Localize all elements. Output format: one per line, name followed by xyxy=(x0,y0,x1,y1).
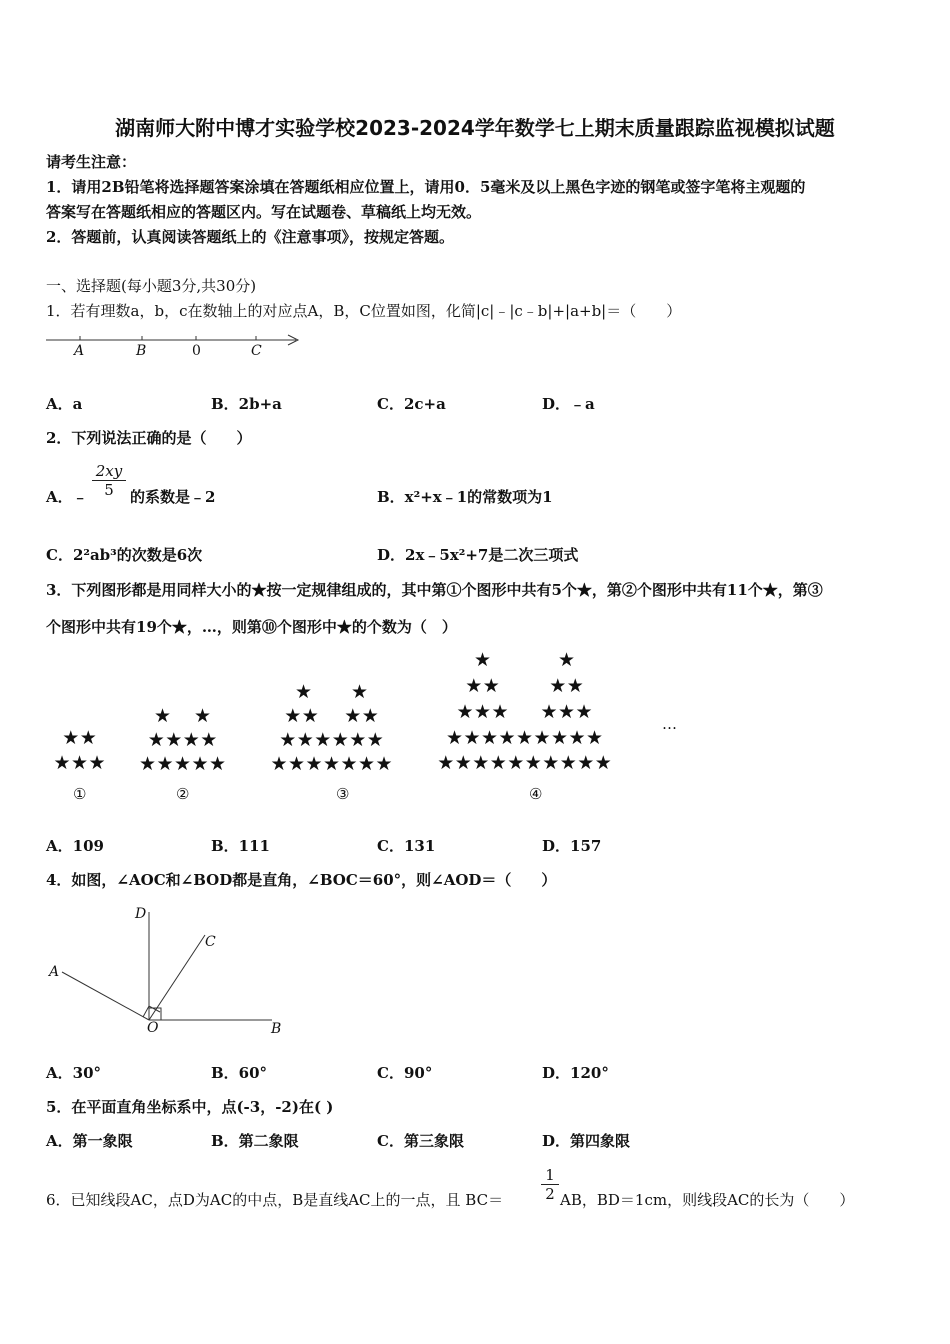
q1-axis-label-zero: 0 xyxy=(192,343,201,359)
q6-fraction-denominator: 2 xyxy=(545,1185,555,1203)
q4-label-b: B xyxy=(271,1021,282,1037)
star-icon: ★ xyxy=(474,701,492,723)
star-icon: ★ xyxy=(481,727,499,749)
star-icon: ★ xyxy=(279,729,297,751)
q5-stem: 5．在平面直角坐标系中，点(-3，-2)在( ) xyxy=(46,1098,334,1116)
star-icon: ★ xyxy=(53,752,71,774)
star-icon: ★ xyxy=(331,729,349,751)
star-icon: ★ xyxy=(454,752,472,774)
star-icon: ★ xyxy=(71,752,89,774)
q3-option-b[interactable]: B．111 xyxy=(211,837,270,855)
q4-label-d: D xyxy=(135,906,147,922)
star-icon: ★ xyxy=(361,705,379,727)
star-icon: ★ xyxy=(465,675,483,697)
q2-option-a-prefix[interactable]: A．﹣ xyxy=(46,488,88,506)
q3-figure-label-1: ① xyxy=(73,785,87,803)
q2-option-a-suffix: 的系数是﹣2 xyxy=(130,488,216,506)
star-icon: ★ xyxy=(594,752,612,774)
q2-option-d[interactable]: D．2x﹣5x²+7是二次三项式 xyxy=(377,546,579,564)
q6-stem-prefix: 6．已知线段AC，点D为AC的中点，B是直线AC上的一点，且 BC＝ xyxy=(46,1191,504,1209)
q2-fraction-denominator: 5 xyxy=(104,481,114,499)
star-icon: ★ xyxy=(301,705,319,727)
star-icon: ★ xyxy=(542,752,560,774)
q4-label-a: A xyxy=(49,964,60,980)
q3-option-d[interactable]: D．157 xyxy=(542,837,602,855)
q5-option-c[interactable]: C．第三象限 xyxy=(377,1132,464,1150)
star-icon: ★ xyxy=(474,649,492,671)
star-icon: ★ xyxy=(288,753,306,775)
q3-ellipsis: … xyxy=(662,715,677,733)
star-icon: ★ xyxy=(558,701,576,723)
notice-item1-line1: 1．请用2B铅笔将选择题答案涂填在答题纸相应位置上，请用0．5毫米及以上黑色字迹的钢笔或签字笔将主观题的 xyxy=(46,178,806,196)
q4-label-o: O xyxy=(147,1020,159,1036)
star-icon: ★ xyxy=(575,701,593,723)
q4-option-d[interactable]: D．120° xyxy=(542,1064,609,1082)
q6-fraction-numerator: 1 xyxy=(541,1166,559,1185)
star-icon: ★ xyxy=(472,752,490,774)
star-icon: ★ xyxy=(568,727,586,749)
q3-option-a[interactable]: A．109 xyxy=(46,837,104,855)
q4-stem: 4．如图，∠AOC和∠BOD都是直角，∠BOC＝60°，则∠AOD＝（ ） xyxy=(46,871,557,889)
q3-stem-line1: 3．下列图形都是用同样大小的★按一定规律组成的，其中第①个图形中共有5个★，第②个图形中共有11个★，第③ xyxy=(46,581,823,599)
q3-figure-label-2: ② xyxy=(176,785,190,803)
section-heading: 一、选择题(每小题3分,共30分) xyxy=(46,277,257,295)
star-icon: ★ xyxy=(139,753,157,775)
star-icon: ★ xyxy=(540,701,558,723)
q4-option-a[interactable]: A．30° xyxy=(46,1064,102,1082)
q2-fraction-numerator: 2xy xyxy=(92,462,126,481)
star-icon: ★ xyxy=(516,727,534,749)
star-icon: ★ xyxy=(209,753,227,775)
star-icon: ★ xyxy=(323,753,341,775)
star-icon: ★ xyxy=(154,705,172,727)
notice-item2: 2．答题前，认真阅读答题纸上的《注意事项》，按规定答题。 xyxy=(46,228,454,246)
q4-label-c: C xyxy=(205,934,216,950)
q2-option-a-fraction xyxy=(92,462,126,499)
star-icon: ★ xyxy=(88,752,106,774)
q1-axis-label-c: C xyxy=(251,343,262,359)
star-icon: ★ xyxy=(507,752,525,774)
star-icon: ★ xyxy=(566,675,584,697)
star-icon: ★ xyxy=(491,701,509,723)
star-icon: ★ xyxy=(200,729,218,751)
q3-figure-label-3: ③ xyxy=(336,785,350,803)
q1-option-b[interactable]: B．2b+a xyxy=(211,395,282,413)
star-icon: ★ xyxy=(156,753,174,775)
star-icon: ★ xyxy=(62,727,80,749)
star-icon: ★ xyxy=(284,705,302,727)
star-icon: ★ xyxy=(482,675,500,697)
star-icon: ★ xyxy=(191,753,209,775)
star-icon: ★ xyxy=(586,727,604,749)
star-icon: ★ xyxy=(551,727,569,749)
star-icon: ★ xyxy=(340,753,358,775)
star-icon: ★ xyxy=(358,753,376,775)
star-icon: ★ xyxy=(577,752,595,774)
star-icon: ★ xyxy=(549,675,567,697)
star-icon: ★ xyxy=(194,705,212,727)
star-icon: ★ xyxy=(296,729,314,751)
notice-item1-line2: 答案写在答题纸相应的答题区内。写在试题卷、草稿纸上均无效。 xyxy=(46,203,482,221)
star-icon: ★ xyxy=(559,752,577,774)
q1-stem: 1．若有理数a，b，c在数轴上的对应点A，B，C位置如图，化简|c|﹣|c﹣b|+|a+b|＝（ ） xyxy=(46,302,682,320)
q2-option-c[interactable]: C．2²ab³的次数是6次 xyxy=(46,546,203,564)
star-icon: ★ xyxy=(366,729,384,751)
star-icon: ★ xyxy=(351,681,369,703)
star-icon: ★ xyxy=(463,727,481,749)
star-icon: ★ xyxy=(182,729,200,751)
star-icon: ★ xyxy=(558,649,576,671)
q4-option-c[interactable]: C．90° xyxy=(377,1064,433,1082)
q6-stem-suffix: AB，BD＝1cm，则线段AC的长为（ ） xyxy=(560,1191,855,1209)
star-icon: ★ xyxy=(295,681,313,703)
q1-option-c[interactable]: C．2c+a xyxy=(377,395,446,413)
q1-option-a[interactable]: A．a xyxy=(46,395,83,413)
q5-option-b[interactable]: B．第二象限 xyxy=(211,1132,299,1150)
star-icon: ★ xyxy=(165,729,183,751)
q4-angle-diagram xyxy=(40,900,300,1040)
q2-option-b[interactable]: B．x²+x﹣1的常数项为1 xyxy=(377,488,553,506)
star-icon: ★ xyxy=(498,727,516,749)
star-icon: ★ xyxy=(305,753,323,775)
q3-stem-line2: 个图形中共有19个★，…，则第⑩个图形中★的个数为（ ） xyxy=(46,618,457,636)
star-icon: ★ xyxy=(314,729,332,751)
q4-option-b[interactable]: B．60° xyxy=(211,1064,268,1082)
star-icon: ★ xyxy=(456,701,474,723)
q5-option-a[interactable]: A．第一象限 xyxy=(46,1132,133,1150)
star-icon: ★ xyxy=(446,727,464,749)
star-icon: ★ xyxy=(147,729,165,751)
page-title: 湖南师大附中博才实验学校2023-2024学年数学七上期末质量跟踪监视模拟试题 xyxy=(115,116,835,140)
star-icon: ★ xyxy=(344,705,362,727)
star-icon: ★ xyxy=(437,752,455,774)
star-icon: ★ xyxy=(533,727,551,749)
star-icon: ★ xyxy=(349,729,367,751)
q2-stem: 2．下列说法正确的是（ ） xyxy=(46,429,252,447)
q1-axis-label-b: B xyxy=(136,343,147,359)
star-icon: ★ xyxy=(524,752,542,774)
star-icon: ★ xyxy=(489,752,507,774)
q3-figure-label-4: ④ xyxy=(529,785,543,803)
star-icon: ★ xyxy=(270,753,288,775)
star-icon: ★ xyxy=(174,753,192,775)
q3-option-c[interactable]: C．131 xyxy=(377,837,436,855)
q6-fraction xyxy=(541,1166,559,1203)
star-icon: ★ xyxy=(375,753,393,775)
star-icon: ★ xyxy=(79,727,97,749)
notice-heading: 请考生注意： xyxy=(46,153,137,171)
q1-axis-label-a: A xyxy=(74,343,85,359)
q1-option-d[interactable]: D．﹣a xyxy=(542,395,595,413)
q5-option-d[interactable]: D．第四象限 xyxy=(542,1132,631,1150)
